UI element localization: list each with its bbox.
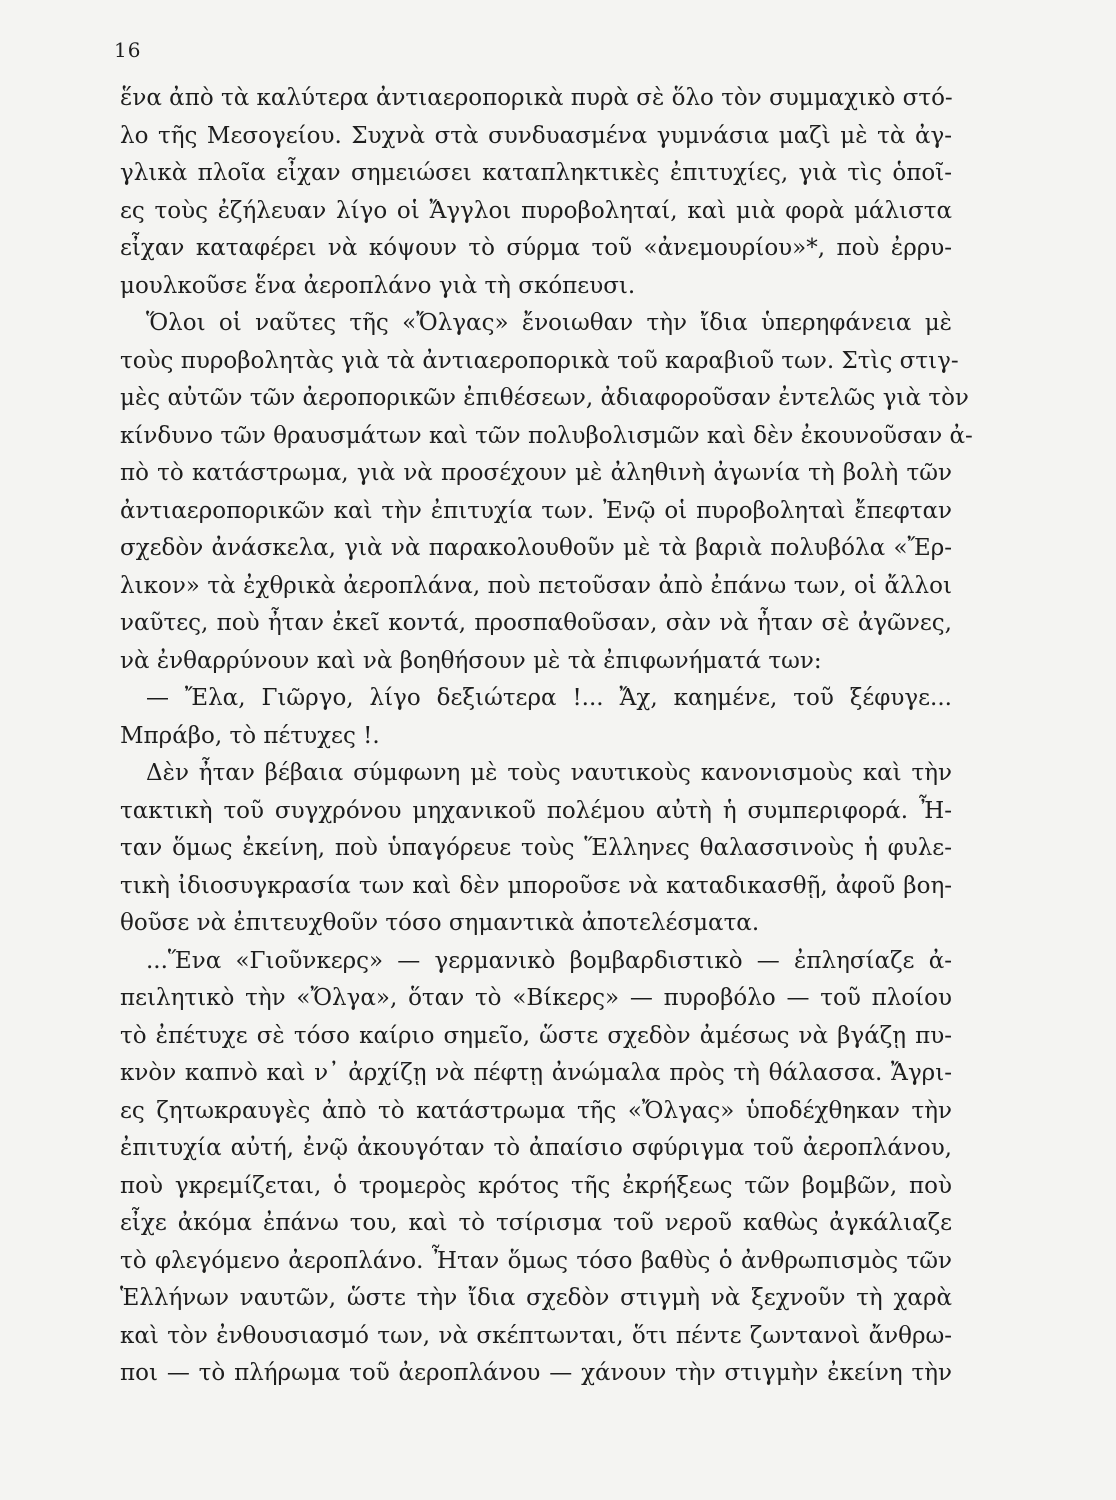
text-line: μὲς αὐτῶν τῶν ἀεροπορικῶν ἐπιθέσεων, ἀδιαφοροῦσαν ἐντελῶς γιὰ τὸν — [120, 385, 969, 411]
text-line: ταν ὅμως ἐκείνη, ποὺ ὑπαγόρευε τοὺς Ἕλληνες θαλασσινοὺς ἡ φυλε- — [120, 835, 952, 861]
text-line: ἀντιαεροπορικῶν καὶ τὴν ἐπιτυχία των. Ἐνῷ οἱ πυροβοληταὶ ἔπεφταν — [120, 497, 952, 524]
text-line: εἶχαν καταφέρει νὰ κόψουν τὸ σύρμα τοῦ «ἀνεμουρίου»*, ποὺ ἐρρυ- — [120, 235, 952, 261]
text-line: τὸ ἐπέτυχε σὲ τόσο καίριο σημεῖο, ὥστε σχεδὸν ἀμέσως νὰ βγάζῃ πυ- — [120, 1022, 952, 1049]
text-line: ποι — τὸ πλήρωμα τοῦ ἀεροπλάνου — χάνουν τὴν στιγμὴν ἐκείνη τὴν — [120, 1360, 952, 1386]
text-line: ἕνα ἀπὸ τὰ καλύτερα ἀντιαεροπορικὰ πυρὰ σὲ ὅλο τὸν συμμαχικὸ στό- — [120, 85, 953, 111]
text-line: καὶ τὸν ἐνθουσιασμό των, νὰ σκέπτωνται, ὅτι πέντε ζωντανοὶ ἄνθρω- — [120, 1322, 952, 1349]
text-line: ες τοὺς ἐζήλευαν λίγο οἱ Ἄγγλοι πυροβοληταί, καὶ μιὰ φορὰ μάλιστα — [120, 197, 952, 224]
text-line: ἐπιτυχία αὐτή, ἐνῷ ἀκουγόταν τὸ ἀπαίσιο σφύριγμα τοῦ ἀεροπλάνου, — [120, 1135, 952, 1161]
text-line: κίνδυνο τῶν θραυσμάτων καὶ τῶν πολυβολισμῶν καὶ δὲν ἐκουνοῦσαν ἀ- — [120, 422, 973, 449]
text-line: ποὺ γκρεμίζεται, ὁ τρομερὸς κρότος τῆς ἐκρήξεως τῶν βομβῶν, ποὺ — [120, 1172, 952, 1199]
text-line: ...Ἕνα «Γιοῦνκερς» — γερμανικὸ βομβαρδιστικὸ — ἐπλησίαζε ἀ- — [146, 947, 952, 974]
text-line: Δὲν ἦταν βέβαια σύμφωνη μὲ τοὺς ναυτικοὺς κανονισμοὺς καὶ τὴν — [146, 760, 952, 786]
body-text — [120, 80, 973, 1393]
text-line: νὰ ἐνθαρρύνουν καὶ νὰ βοηθήσουν μὲ τὰ ἐπιφωνήματά των: — [120, 647, 822, 674]
text-line: ναῦτες, ποὺ ἦταν ἐκεῖ κοντά, προσπαθοῦσαν, σὰν νὰ ἦταν σὲ ἀγῶνες, — [120, 610, 952, 636]
dialogue-line: — Ἔλα, Γιῶργο, λίγο δεξιώτερα !... Ἄχ, καημένε, τοῦ ξέφυγε... — [146, 685, 952, 711]
text-line: γλικὰ πλοῖα εἶχαν σημειώσει καταπληκτικὲς ἐπιτυχίες, γιὰ τὶς ὁποῖ- — [120, 160, 952, 186]
text-line: Ἑλλήνων ναυτῶν, ὥστε τὴν ἴδια σχεδὸν στιγμὴ νὰ ξεχνοῦν τὴ χαρὰ — [120, 1285, 952, 1311]
page-number: 16 — [114, 38, 142, 62]
text-line: τακτικὴ τοῦ συγχρόνου μηχανικοῦ πολέμου αὐτὴ ἡ συμπεριφορά. Ἦ- — [120, 797, 952, 824]
text-line: λικον» τὰ ἐχθρικὰ ἀεροπλάνα, ποὺ πετοῦσαν ἀπὸ ἐπάνω των, οἱ ἄλλοι — [120, 572, 952, 599]
text-line: ες ζητωκραυγὲς ἀπὸ τὸ κατάστρωμα τῆς «Ὄλγας» ὑποδέχθηκαν τὴν — [120, 1097, 952, 1124]
text-line: κνὸν καπνὸ καὶ ν᾿ ἀρχίζῃ νὰ πέφτῃ ἀνώμαλα πρὸς τὴ θάλασσα. Ἄγρι- — [120, 1060, 952, 1086]
text-line: μουλκοῦσε ἕνα ἀεροπλάνο γιὰ τὴ σκόπευσι. — [120, 272, 636, 299]
text-line: πὸ τὸ κατάστρωμα, γιὰ νὰ προσέχουν μὲ ἀληθινὴ ἀγωνία τὴ βολὴ τῶν — [120, 460, 952, 486]
text-line: Ὅλοι οἱ ναῦτες τῆς «Ὄλγας» ἔνοιωθαν τὴν ἴδια ὑπερηφάνεια μὲ — [146, 310, 952, 336]
text-line: τὸ φλεγόμενο ἀεροπλάνο. Ἦταν ὅμως τόσο βαθὺς ὁ ἀνθρωπισμὸς τῶν — [120, 1247, 952, 1274]
text-line: πειλητικὸ τὴν «Ὄλγα», ὅταν τὸ «Βίκερς» — πυροβόλο — τοῦ πλοίου — [120, 985, 952, 1011]
text-line: τικὴ ἰδιοσυγκρασία των καὶ δὲν μποροῦσε νὰ καταδικασθῇ, ἀφοῦ βοη- — [120, 872, 952, 899]
text-line: εἶχε ἀκόμα ἐπάνω του, καὶ τὸ τσίρισμα τοῦ νεροῦ καθὼς ἀγκάλιαζε — [120, 1210, 952, 1236]
text-line: τοὺς πυροβολητὰς γιὰ τὰ ἀντιαεροπορικὰ τοῦ καραβιοῦ των. Στὶς στιγ- — [120, 347, 959, 374]
text-line: λο τῆς Μεσογείου. Συχνὰ στὰ συνδυασμένα γυμνάσια μαζὶ μὲ τὰ ἀγ- — [120, 122, 952, 149]
text-line: σχεδὸν ἀνάσκελα, γιὰ νὰ παρακολουθοῦν μὲ τὰ βαριὰ πολυβόλα «Ἔρ- — [120, 535, 952, 561]
text-line: θοῦσε νὰ ἐπιτευχθοῦν τόσο σημαντικὰ ἀποτελέσματα. — [120, 910, 760, 936]
dialogue-line: Μπράβο, τὸ πέτυχες !. — [120, 722, 380, 749]
